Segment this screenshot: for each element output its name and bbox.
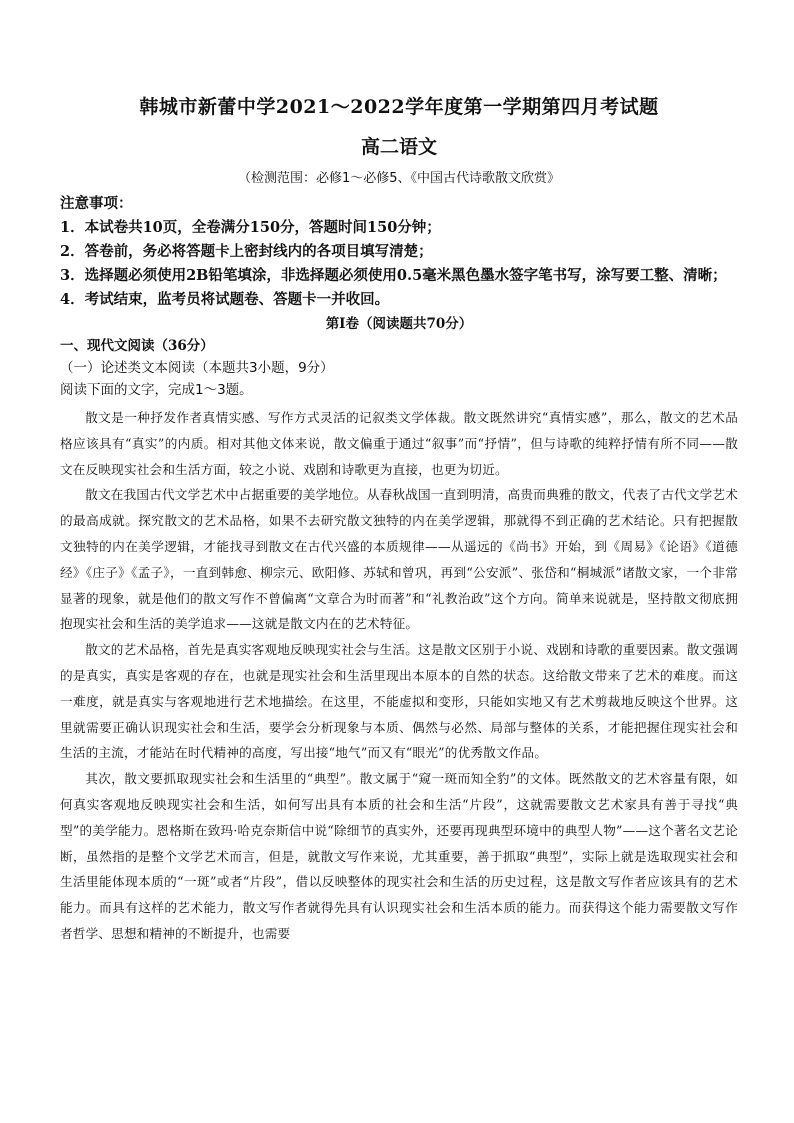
section-1-heading: 一、现代文阅读（36分）: [60, 338, 214, 354]
part-1-heading: 第Ⅰ卷（阅读题共70分）: [325, 316, 473, 332]
article-paragraph-4: 其次，散文要抓取现实社会和生活里的“典型”。散文属于“窥一斑而知全豹”的文体。既然散文的艺术容量有限，如何真实客观地反映现实社会和生活，如何写出具有本质的社会和生活“片段”，这就需要散文艺术家具有善于寻找“典型”的美学能力。恩格斯在致玛·哈克奈斯信中说“除细节的真实外，还要再现典型环境中的典型人物”——这个著名文艺论断，虽然指的是整个文学艺术而言，但是，就散文写作来说，尤其重要，善于抓取“典型”，实际上就是选取现实社会和生活里能体现本质的“一斑”或者“片段”，借以反映整体的现实社会和生活的历史过程，这是散文写作者应该具有的艺术能力。而具有这样的艺术能力，散文写作者就得先具有认识现实社会和生活本质的能力。而获得这个能力需要散文写作者哲学、思想和精神的不断提升，也需要: [60, 771, 738, 941]
article-paragraph-2: 散文在我国古代文学艺术中占据重要的美学地位。从春秋战国一直到明清，高贵而典雅的散文，代表了古代文学艺术的最高成就。探究散文的艺术品格，如果不去研究散文独特的内在美学逻辑，那就得不到正确的艺术结论。只有把握散文独特的内在美学逻辑，才能找寻到散文在古代兴盛的本质规律——从遥远的《尚书》开始，到《周易》《论语》《道德经》《庄子》《孟子》，一直到韩愈、柳宗元、欧阳修、苏轼和曾巩，再到“公安派”、张岱和“桐城派”诸散文家，一个非常显著的现象，就是他们的散文写作不曾偏离“文章合为时而著”和“礼教治政”这个方向。简单来说就是，坚持散文彻底拥抱现实社会和生活的美学追求——这就是散文内在的艺术特征。: [60, 487, 738, 632]
note-item-2: 2．答卷前，务必将答题卡上密封线内的各项目填写清楚；: [60, 243, 433, 260]
exam-subject: 高二语文: [360, 136, 437, 158]
article-paragraph-3: 散文的艺术品格，首先是真实客观地反映现实社会与生活。这是散文区别于小说、戏剧和诗歌的重要因素。散文强调的是真实，真实是客观的存在，也就是现实社会和生活里现出本原本的自然的状态。这给散文带来了艺术的难度。而这一难度，就是真实与客观地进行艺术地描绘。在这里，不能虚拟和变形，只能如实地又有艺术剪裁地反映这个世界。这里就需要正确认识现实社会和生活，要学会分析现象与本质、偶然与必然、局部与整体的关系，才能把握住现实社会和生活的主流，才能站在时代精神的高度，写出接“地气”而又有“眼光”的优秀散文作品。: [60, 642, 738, 761]
note-item-3: 3．选择题必须使用2B铅笔填涂，非选择题必须使用0.5毫米黑色墨水签字笔书写，涂写要工整、清晰；: [60, 267, 727, 284]
reading-instruction: 阅读下面的文字，完成1～3题。: [60, 382, 253, 398]
note-item-4: 4．考试结束，监考员将试题卷、答题卡一并收回。: [60, 291, 390, 308]
exam-scope: （检测范围：必修1～必修5、《中国古代诗歌散文欣赏》: [237, 171, 561, 186]
exam-title: 韩城市新蕾中学2021～2022学年度第一学期第四月考试题: [139, 96, 659, 118]
article-text: [60, 405, 738, 947]
notes-heading: 注意事项：: [60, 195, 133, 212]
subsection-1-heading: （一）论述类文本阅读（本题共3小题，9分）: [60, 360, 334, 376]
note-item-1: 1．本试卷共10页，全卷满分150分，答题时间150分钟；: [60, 219, 441, 236]
notes-block: [60, 192, 738, 312]
article-paragraph-1: 散文是一种抒发作者真情实感、写作方式灵活的记叙类文学体裁。散文既然讲究“真情实感”，那么，散文的艺术品格应该具有“真实”的内质。相对其他文体来说，散文偏重于通过“叙事”而“抒情”，但与诗歌的纯粹抒情有所不同——散文在反映现实社会和生活方面，较之小说、戏剧和诗歌更为直接，也更为切近。: [60, 410, 738, 477]
